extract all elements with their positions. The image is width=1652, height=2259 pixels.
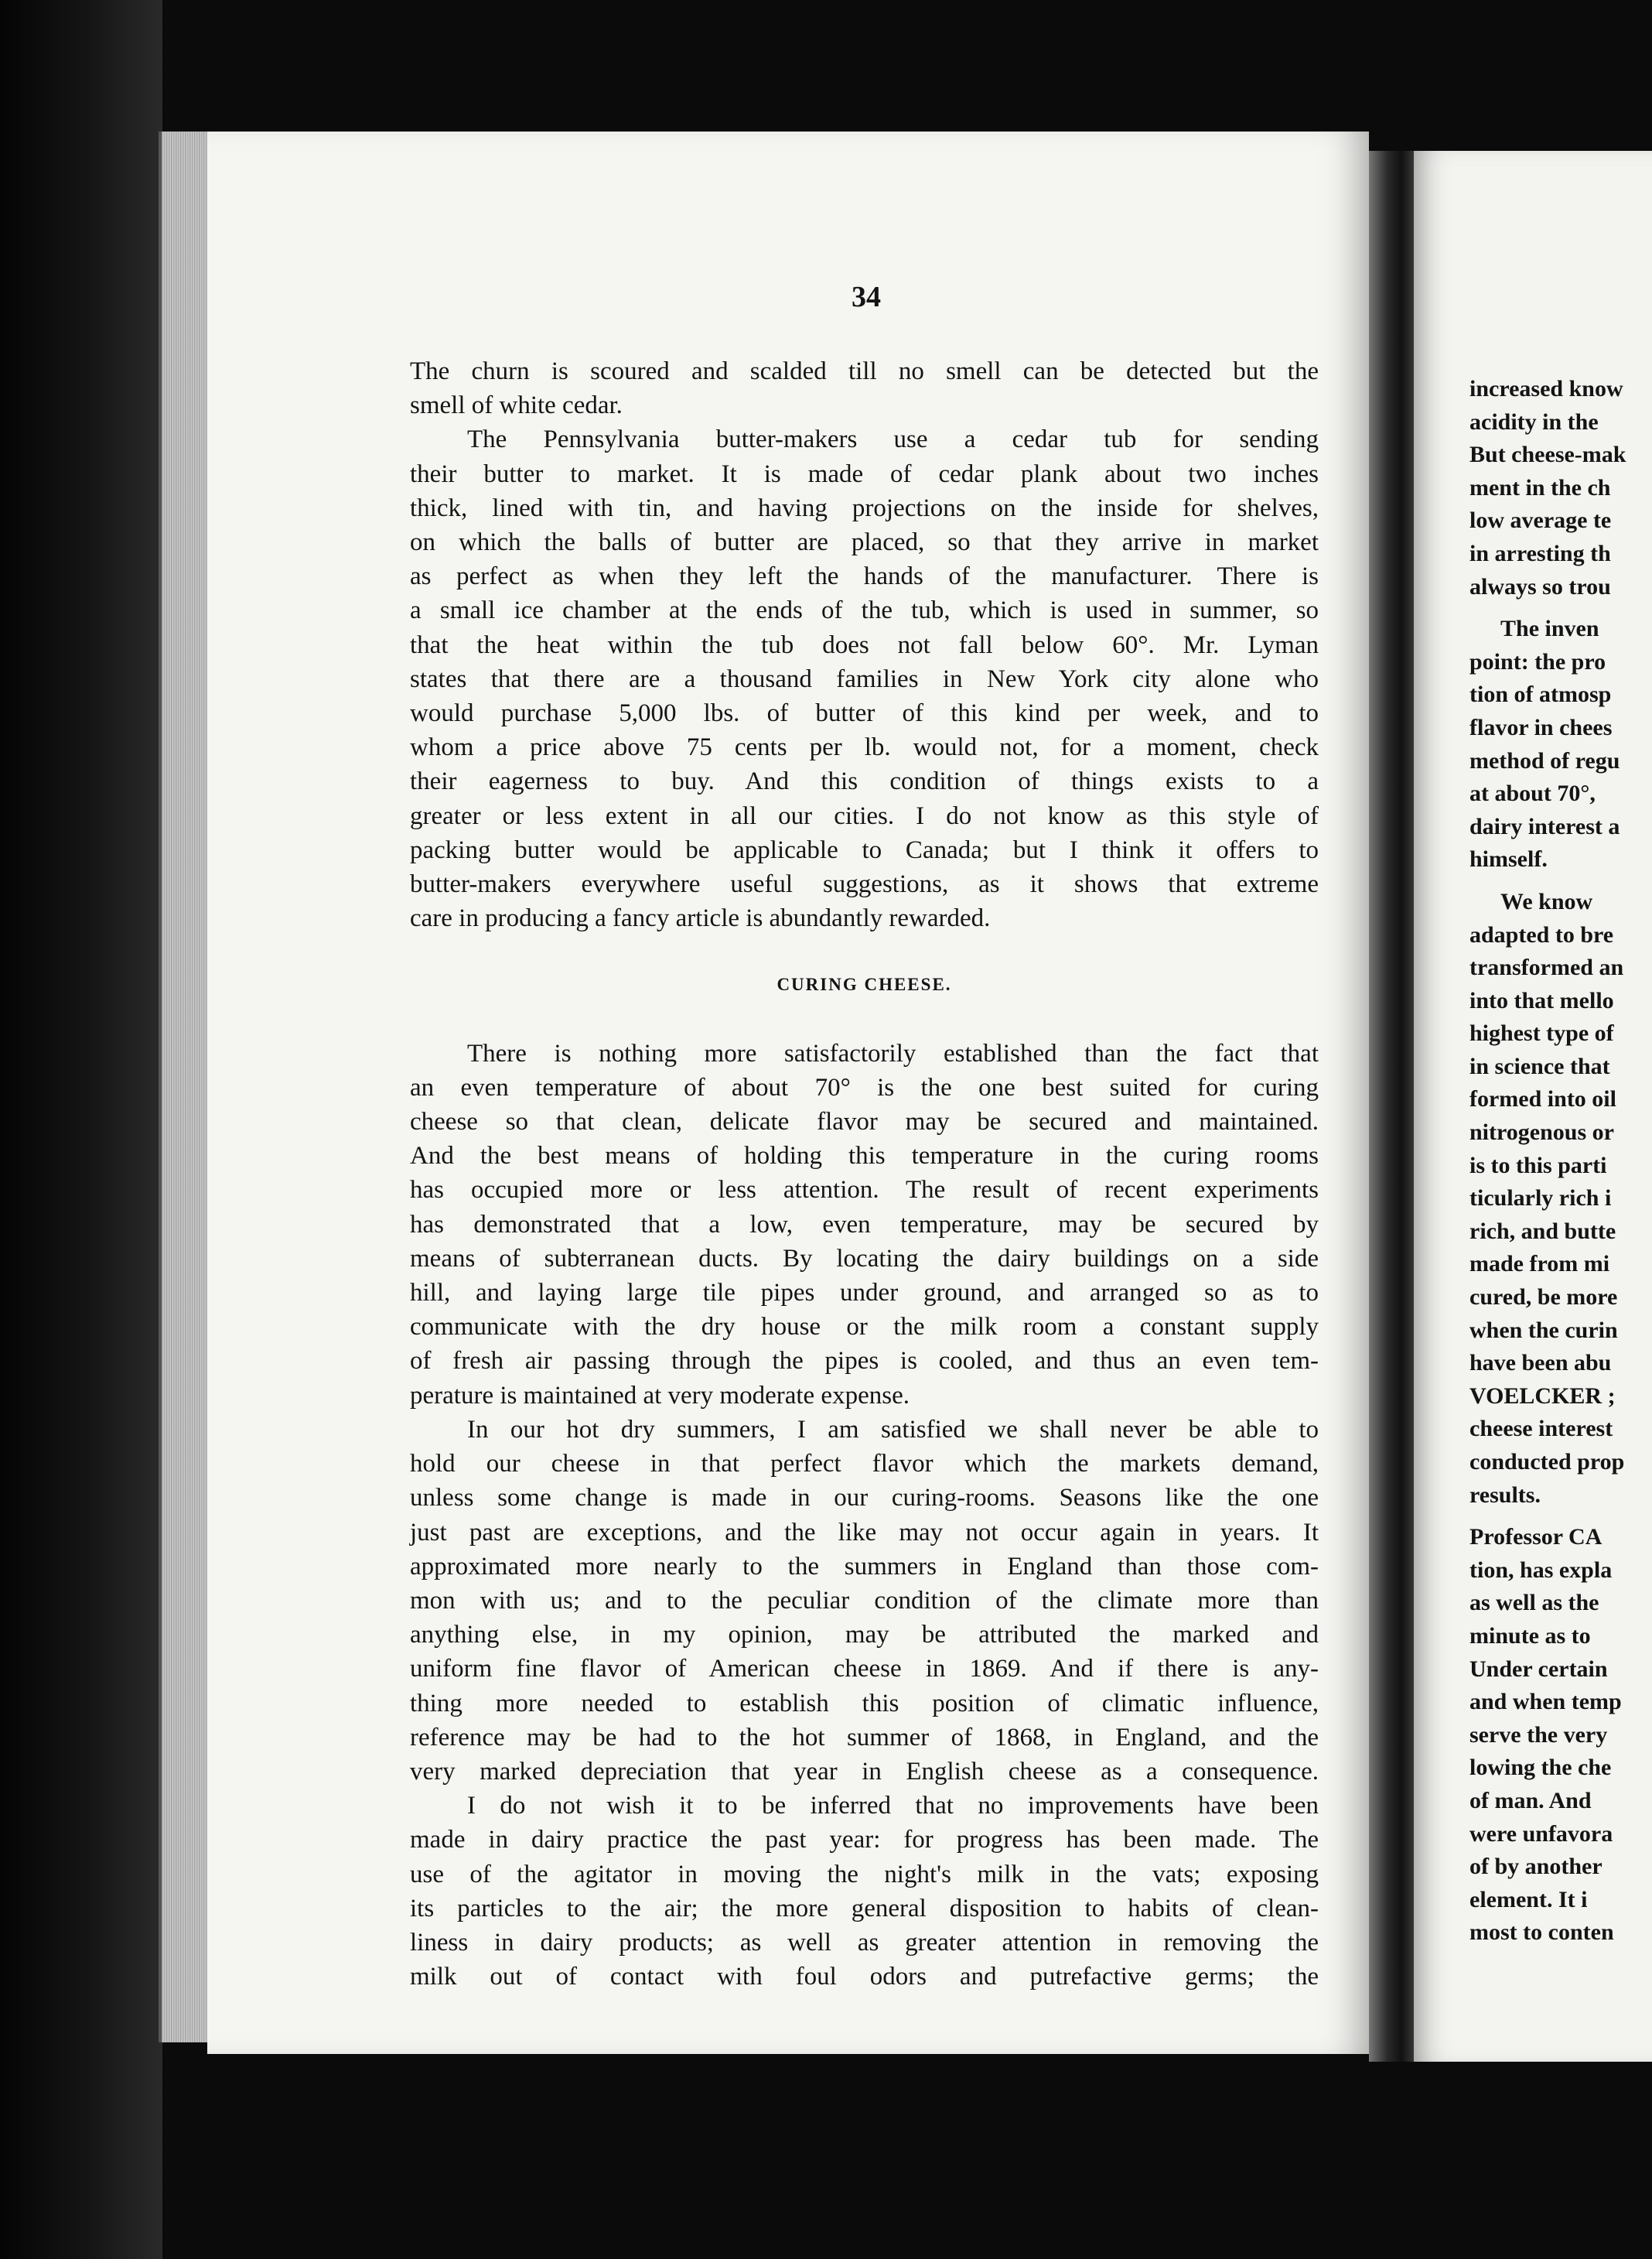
right-page-line: nitrogenous or (1469, 1119, 1614, 1146)
right-page-line: and when temp (1469, 1689, 1622, 1715)
right-page-line: made from mi (1469, 1251, 1610, 1277)
text-line: a small ice chamber at the ends of the tub, which is used in summer, so (410, 596, 1319, 625)
text-line: uniform fine flavor of American cheese in 1869. And if there is any- (410, 1655, 1319, 1683)
right-page-line: himself. (1469, 846, 1548, 873)
text-line: The Pennsylvania butter-makers use a cedar tub for sending (467, 425, 1319, 454)
right-page-line: rich, and butte (1469, 1218, 1616, 1244)
right-page-line: of man. And (1469, 1787, 1592, 1813)
text-line: anything else, in my opinion, may be attributed the marked and (410, 1621, 1319, 1649)
right-page-line: low average te (1469, 508, 1612, 534)
text-line: use of the agitator in moving the night's milk in the vats; exposing (410, 1860, 1319, 1888)
text-line: hill, and laying large tile pipes under ground, and arranged so as to (410, 1279, 1319, 1307)
paragraph-gap (1469, 877, 1652, 886)
right-page-line: ment in the ch (1469, 474, 1611, 501)
text-line: packing butter would be applicable to Canada; but I think it offers to (410, 836, 1319, 864)
text-line: means of subterranean ducts. By locating the dairy buildings on a side (410, 1244, 1319, 1273)
text-line: thick, lined with tin, and having projections on the inside for shelves, (410, 494, 1319, 522)
right-page-line: transformed an (1469, 955, 1624, 981)
right-page-line: conducted prop (1469, 1449, 1625, 1475)
text-line: thing more needed to establish this position of climatic influence, (410, 1689, 1319, 1717)
text-line: liness in dairy products; as well as greater attention in removing the (410, 1928, 1319, 1957)
scan-background-left (0, 0, 162, 2259)
text-line: communicate with the dry house or the milk room a constant supply (410, 1313, 1319, 1341)
text-line: And the best means of holding this temperature in the curing rooms (410, 1142, 1319, 1171)
book-gutter (1369, 151, 1415, 2062)
text-line: butter-makers everywhere useful suggestions, as it shows that extreme (410, 870, 1319, 899)
text-line: I do not wish it to be inferred that no improvements have been (467, 1792, 1319, 1820)
text-line: of fresh air passing through the pipes is cooled, and thus an even tem- (410, 1347, 1319, 1376)
right-page-line: ticularly rich i (1469, 1185, 1612, 1212)
right-page-line: acidity in the (1469, 408, 1599, 435)
right-page-line: point: the pro (1469, 648, 1606, 675)
right-page-line: of by another (1469, 1854, 1603, 1880)
right-page-line: were unfavora (1469, 1820, 1613, 1847)
right-page-line: dairy interest a (1469, 813, 1620, 839)
text-line: their butter to market. It is made of cedar plank about two inches (410, 460, 1319, 488)
right-page-line: But cheese-mak (1469, 442, 1626, 468)
right-page-line: highest type of (1469, 1020, 1614, 1047)
book-page-edges (159, 132, 212, 2042)
text-line: very marked depreciation that year in English cheese as a consequence. (410, 1757, 1319, 1786)
text-line: has demonstrated that a low, even temperature, may be secured by (410, 1210, 1319, 1239)
text-line: greater or less extent in all our cities. I do not know as this style of (410, 801, 1319, 830)
right-page-line: most to conten (1469, 1919, 1614, 1946)
text-line: on which the balls of butter are placed, so that they arrive in market (410, 528, 1319, 557)
right-page-line: cheese interest (1469, 1416, 1613, 1442)
right-page-line: minute as to (1469, 1622, 1591, 1649)
right-page-line: The inven (1500, 616, 1599, 642)
paragraph-curing-cheese (410, 1037, 1319, 1994)
right-page-line: tion, has expla (1469, 1557, 1613, 1583)
right-page-line: increased know (1469, 376, 1623, 402)
text-line: that the heat within the tub does not fall below 60°. Mr. Lyman (410, 631, 1319, 659)
text-line: made in dairy practice the past year: for progress has been made. The (410, 1826, 1319, 1854)
text-line: cheese so that clean, delicate flavor may be secured and maintained. (410, 1108, 1319, 1136)
text-line: an even temperature of about 70° is the one best suited for curing (410, 1073, 1319, 1102)
right-page-line: in arresting th (1469, 540, 1611, 566)
right-page-line: have been abu (1469, 1350, 1612, 1376)
right-page-line: at about 70°, (1469, 781, 1596, 807)
right-page-line: results. (1469, 1482, 1541, 1508)
right-page-line: is to this parti (1469, 1152, 1607, 1178)
right-page-line: flavor in chees (1469, 714, 1613, 740)
right-page-line: lowing the che (1469, 1755, 1612, 1781)
text-line: milk out of contact with foul odors and putrefactive germs; the (410, 1963, 1319, 1991)
text-line: reference may be had to the hot summer of 1868, in England, and the (410, 1723, 1319, 1751)
right-page-line: as well as the (1469, 1590, 1599, 1616)
right-page-line: We know (1500, 888, 1593, 914)
right-page-line: serve the very (1469, 1721, 1608, 1748)
right-page-line: method of regu (1469, 747, 1620, 774)
text-line: states that there are a thousand families in New York city alone who (410, 665, 1319, 693)
right-page-line: element. It i (1469, 1886, 1588, 1912)
right-page-line: formed into oil (1469, 1086, 1616, 1112)
page-number: 34 (852, 281, 881, 313)
right-page-text (1469, 373, 1652, 1950)
right-page-line: cured, be more (1469, 1284, 1618, 1311)
text-line: hold our cheese in that perfect flavor which the markets demand, (410, 1450, 1319, 1478)
text-line: has occupied more or less attention. The result of recent experiments (410, 1176, 1319, 1205)
right-page-line: in science that (1469, 1053, 1610, 1079)
right-page-line: Professor CA (1469, 1524, 1603, 1550)
right-page-line: Under certain (1469, 1656, 1608, 1682)
section-heading: CURING CHEESE. (777, 975, 952, 995)
text-line: just past are exceptions, and the like may not occur again in years. It (410, 1518, 1319, 1546)
text-line: would purchase 5,000 lbs. of butter of this kind per week, and to (410, 699, 1319, 728)
text-line: In our hot dry summers, I am satisfied we shall never be able to (467, 1415, 1319, 1444)
text-line: approximated more nearly to the summers in England than those com- (410, 1552, 1319, 1581)
text-line: care in producing a fancy article is abundantly rewarded. (410, 904, 991, 933)
text-line: as perfect as when they left the hands of the manufacturer. There is (410, 562, 1319, 591)
text-line: whom a price above 75 cents per lb. would not, for a moment, check (410, 733, 1319, 762)
right-page-line: always so trou (1469, 573, 1611, 600)
text-line: its particles to the air; the more general disposition to habits of clean- (410, 1894, 1319, 1922)
paragraph-gap (1469, 1512, 1652, 1521)
paragraph-gap (1469, 603, 1652, 613)
left-page-text (410, 354, 1319, 1994)
text-line: unless some change is made in our curing-rooms. Seasons like the one (410, 1484, 1319, 1512)
text-line: their eagerness to buy. And this condition of things exists to a (410, 767, 1319, 796)
right-page-line: into that mello (1469, 987, 1614, 1013)
text-line: There is nothing more satisfactorily established than the fact that (467, 1039, 1319, 1068)
text-line: mon with us; and to the peculiar condition of the climate more than (410, 1586, 1319, 1615)
right-page-line: adapted to bre (1469, 921, 1614, 948)
paragraph-butter-tub (410, 354, 1319, 935)
right-page-line: tion of atmosp (1469, 682, 1612, 708)
right-page-line: VOELCKER ; (1469, 1382, 1616, 1409)
text-line: perature is maintained at very moderate expense. (410, 1381, 910, 1410)
right-page-line: when the curin (1469, 1317, 1618, 1343)
text-line: smell of white cedar. (410, 391, 623, 420)
text-line: The churn is scoured and scalded till no smell can be detected but the (410, 357, 1319, 385)
